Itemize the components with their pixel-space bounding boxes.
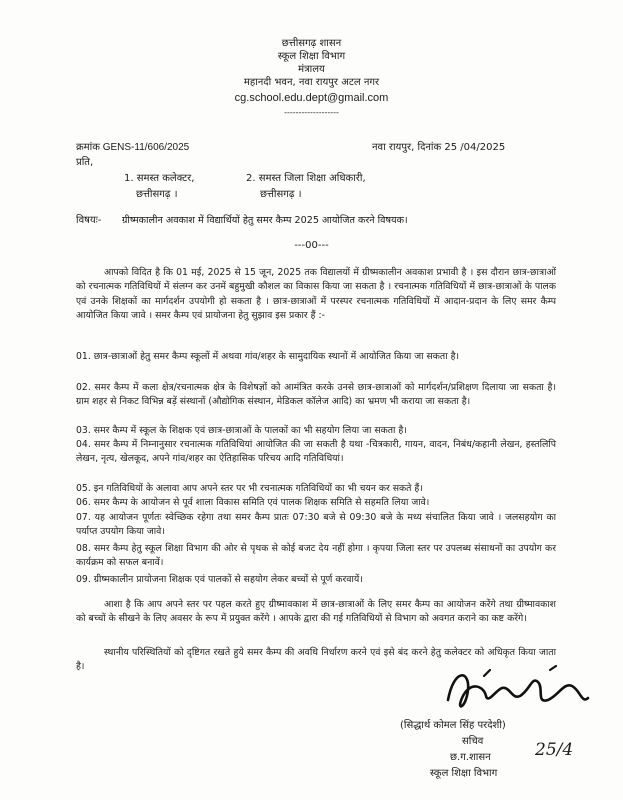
ministry-name: मंत्रालय (298, 64, 325, 75)
point-03: 03. समर कैम्प में स्कूल के शिक्षक एवं छात्र-छात्राओं के पालकों का भी सहयोग लिया जा सकता है। (76, 425, 407, 436)
section-divider: ---00--- (294, 240, 329, 251)
signatory-org-1: छ.ग.शासन (450, 752, 491, 763)
header-separator: ------------------- (284, 108, 339, 117)
point-01: 01. छात्र-छात्राओं हेतु समर कैम्प स्कूलों में अथवा गांव/शहर के सामुदायिक स्थानों में आयोजित किया जा सकता है। (76, 351, 460, 362)
closing-paragraph: आशा है कि आप अपने स्तर पर पहल करते हुए ग्रीष्मावकाश में छात्र-छात्राओं के लिए समर कैम्प का आयोजन करेंगे तथा ग्रीष्मावकाश को बच्चों के सीखने के लिए अवसर के रूप में प्रयुक्त करेंगे । आपके द्वारा की गई गतिविधियों से विभाग को अवगत कराने का कष्ट करेंगे। (76, 599, 556, 625)
subject-text: ग्रीष्मकालीन अवकाश में विद्यार्थियों हेतु समर कैम्प 2025 आयोजित करने विषयक। (122, 215, 408, 226)
point-06: 06. समर कैम्प के आयोजन से पूर्व शाला विकास समिति एवं पालक शिक्षक समिति से सहमति लिया जावे। (76, 497, 430, 508)
signatory-org-2: स्कूल शिक्षा विभाग (430, 768, 498, 779)
govt-name: छत्तीसगढ़ शासन (281, 38, 342, 49)
department-email: cg.school.edu.dept@gmail.com (234, 92, 389, 104)
recipient-1-line2: छत्तीसगढ़ । (136, 189, 178, 200)
intro-paragraph: आपको विदित है कि 01 मई, 2025 से 15 जून, 2025 तक विद्यालयों में ग्रीष्मकालीन अवकाश प्रभावी है । इस दौरान छात्र-छात्राओं को रचनात्मक गतिविधियों में संलग्न कर उनमें बहुमुखी कौशल का विकास किया जा सकता है । रचनात्मक गतिविधियों में छात्र-छात्राओं के पालक एवं उनके शिक्षकों का मार्गदर्शन उपयोगी हो सकता है । छात्र-छात्राओं में परस्पर रचनात्मक गतिविधियों में आदान-प्रदान के लिए समर कैम्प आयोजित किया जावे । समर कैम्प एवं प्रायोजना हेतु सुझाव इस प्रकार हैं :- (76, 267, 556, 322)
signatory-name: (सिद्धार्थ कोमल सिंह परदेशी) (400, 720, 506, 731)
subject-label: विषयः- (76, 215, 102, 226)
point-02: 02. समर कैम्प में कला क्षेत्र/रचनात्मक क्षेत्र के विशेषज्ञों को आमंत्रित करके उनसे छात्र-छात्राओं को मार्गदर्शन/प्रशिक्षण दिलाया जा सकता है। ग्राम शहर से निकट विभिन्न बड़ें संस्थानों (औद्योगिक संस्थान, मेडिकल कॉलेज आदि) का भ्रमण भी कराया जा सकता है। (76, 382, 556, 408)
point-05: 05. इन गतिविधियों के अलावा आप अपने स्तर पर भी रचनात्मक गतिविधियों का भी चयन कर सकते हैं। (76, 483, 423, 494)
point-07: 07. यह आयोजन पूर्णतः स्वेच्छिक रहेगा तथा समर कैम्प प्रातः 07:30 बजे से 09:30 बजे के मध्य संचालित किया जावे । जलसहयोग का पर्याप्त उपयोग किया जावे। (76, 512, 556, 538)
place-date: नवा रायपुर, दिनांक 25 /04/2025 (372, 142, 506, 153)
office-address: महानदी भवन, नवा रायपुर अटल नगर (243, 77, 380, 88)
reference-number: क्रमांक GENS-11/606/2025 (76, 142, 190, 153)
department-name: स्कूल शिक्षा विभाग (277, 51, 346, 62)
recipient-prefix: प्रति, (76, 157, 94, 168)
point-08: 08. समर कैम्प हेतु स्कूल शिक्षा विभाग की ओर से पृथक से कोई बजट देय नहीं होगा । कृपया जिला स्तर पर उपलब्ध संसाधनों का उपयोग कर कार्यक्रम को सफल बनावें। (76, 543, 556, 569)
handwritten-date: 25/4 (535, 740, 574, 760)
recipient-1-line1: 1. समस्त कलेक्टर, (124, 173, 195, 184)
point-09: 09. ग्रीष्मकालीन प्रायोजना शिक्षक एवं पालकों से सहयोग लेकर बच्चों से पूर्ण करवायें। (76, 574, 363, 585)
signatory-title: सचिव (462, 736, 484, 747)
recipient-2-line1: 2. समस्त जिला शिक्षा अधिकारी, (246, 173, 366, 184)
recipient-2-line2: छत्तीसगढ़ । (260, 189, 302, 200)
authorization-paragraph: स्थानीय परिस्थितियों को दृष्टिगत रखते हुये समर कैम्प की अवधि निर्धारण करने एवं इसे बंद करने हेतु कलेक्टर को अधिकृत किया जाता है। (76, 647, 556, 673)
point-04: 04. समर कैम्प में निम्नानुसार रचनात्मक गतिविधियां आयोजित की जा सकती है यथा -चित्रकारी, गायन, वादन, निबंध/कहानी लेखन, हस्तलिपि लेखन, नृत्य, खेलकूद, अपने गांव/शहर का ऐतिहासिक परिचय आदि गतिविधियां। (76, 439, 556, 465)
